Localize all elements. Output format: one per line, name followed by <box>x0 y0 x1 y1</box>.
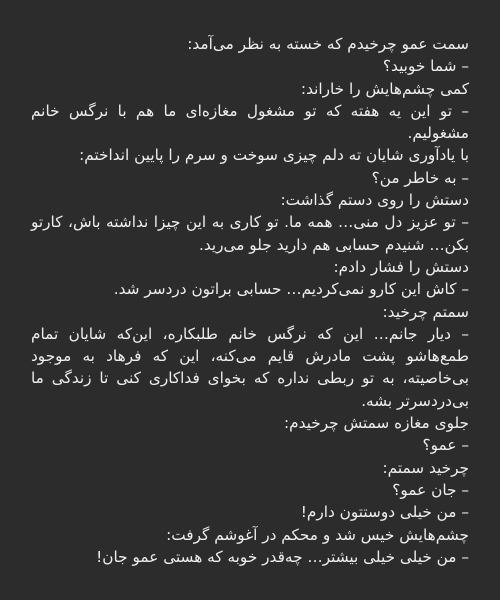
paragraph-16: – جان عمو؟ <box>392 480 469 499</box>
paragraph-6: – به خاطر من؟ <box>371 168 469 187</box>
paragraph-18: چشم‌هایش خیس شد و محکم در آغوشم گرفت: <box>166 525 469 544</box>
paragraph-17: – من خیلی دوستتون دارم! <box>300 503 469 522</box>
paragraph-4: – تو این یه هفته که تو مشغول مغازه‌ای ما هم با نرگس خانم مشغولیم. <box>31 101 469 143</box>
paragraph-2: – شما خوبید؟ <box>382 57 469 76</box>
paragraph-14: – عمو؟ <box>422 436 469 455</box>
paragraph-5: با یادآوری شایان ته دلم چیزی سوخت و سرم را پایین انداختم: <box>79 146 469 165</box>
paragraph-9: دستش را فشار دادم: <box>333 257 469 276</box>
paragraph-15: چرخید سمتم: <box>382 458 469 477</box>
paragraph-7: دستش را روی دستم گذاشت: <box>280 191 469 210</box>
paragraph-8: – تو عزیز دل منی… همه ما. تو کاری به این چیزا نداشته باش، کارتو بکن… شنیدم حسابی هم دارید جلو می‌رید. <box>31 213 469 254</box>
paragraph-11: سمتم چرخید: <box>382 302 469 321</box>
paragraph-1: سمت عمو چرخیدم که خسته به نظر می‌آمد: <box>187 35 469 53</box>
paragraph-10: – کاش این کارو نمی‌کردیم… حسابی براتون دردسر شد. <box>113 280 469 299</box>
paragraph-12: – دیار جانم… این که نرگس خانم طلبکاره، این‌که شایان تمام طمع‌هاشو پشت مادرش قایم می‌کنه، این که فرهاد به موجود بی‌خاصیته، به تو ربطی نداره که بخوای فداکاری کنی تا زندگی ما بی‌دردسرتر بشه. <box>31 324 469 410</box>
paragraph-19: – من خیلی خیلی بیشتر… چه‌قدر خوبه که هستی عمو جان! <box>96 547 469 566</box>
paragraph-13: جلوی مغازه سمتش چرخیدم: <box>283 414 469 433</box>
paragraph-3: کمی چشم‌هایش را خاراند: <box>300 79 469 98</box>
